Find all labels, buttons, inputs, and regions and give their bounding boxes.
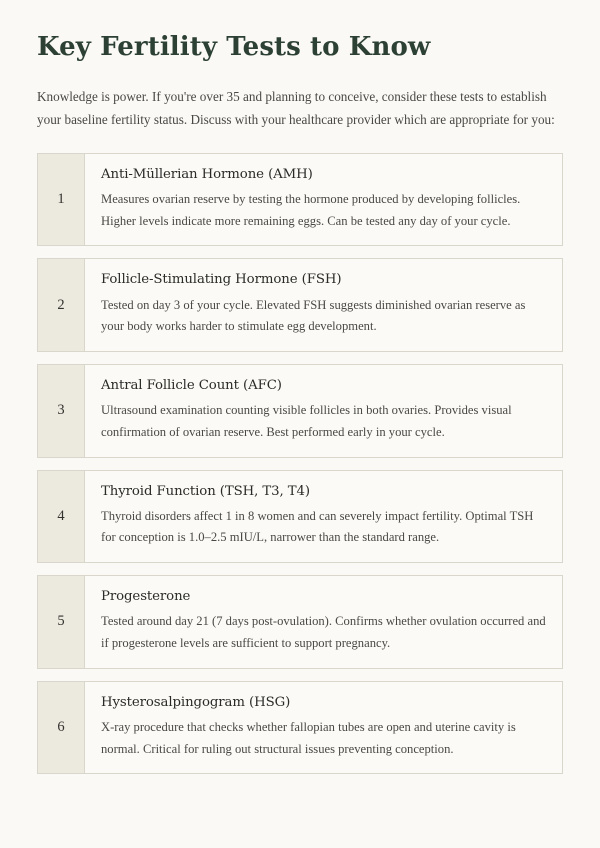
list-item <box>37 575 563 669</box>
list-item-title: Hysterosalpingogram (HSG) <box>101 694 291 710</box>
list-item <box>37 364 563 458</box>
list-item <box>37 153 563 247</box>
page-title: Key Fertility Tests to Know <box>37 32 431 62</box>
list-item-description: Tested on day 3 of your cycle. Elevated FSH suggests diminished ovarian reserve as your body works harder to stimulate egg development. <box>101 297 526 334</box>
list-item-content <box>85 154 562 246</box>
list-item-content <box>85 682 562 774</box>
list-item-content <box>85 259 562 351</box>
list-item-title: Antral Follicle Count (AFC) <box>101 377 282 393</box>
list-item-number: 3 <box>38 365 85 457</box>
list-item-content <box>85 471 562 563</box>
list-item <box>37 258 563 352</box>
list-item-description: Ultrasound examination counting visible follicles in both ovaries. Provides visual confirmation of ovarian reserve. Best performed early in your cycle. <box>101 403 512 439</box>
list-item-description: X-ray procedure that checks whether fallopian tubes are open and uterine cavity is normal. Critical for ruling out structural issues preventing conception. <box>101 719 516 756</box>
list-item-number: 4 <box>38 471 85 563</box>
list-item-title: Anti-Müllerian Hormone (AMH) <box>101 166 313 182</box>
list-item-content <box>85 365 562 457</box>
list-item <box>37 470 563 564</box>
list-item-description: Thyroid disorders affect 1 in 8 women and can severely impact fertility. Optimal TSH for conception is 1.0–2.5 mIU/L, narrower than the standard range. <box>101 508 534 545</box>
list-item-number: 6 <box>38 682 85 774</box>
fertility-test-list <box>37 153 563 775</box>
list-item-number: 2 <box>38 259 85 351</box>
list-item-description: Measures ovarian reserve by testing the hormone produced by developing follicles. Higher levels indicate more remaining eggs. Can be tested any day of your cycle. <box>101 192 521 228</box>
list-item-number: 5 <box>38 576 85 668</box>
list-item-description: Tested around day 21 (7 days post-ovulation). Confirms whether ovulation occurred and if progesterone levels are sufficient to support pregnancy. <box>101 614 546 651</box>
list-item <box>37 681 563 775</box>
list-item-title: Thyroid Function (TSH, T3, T4) <box>101 483 311 499</box>
intro-paragraph: Knowledge is power. If you're over 35 and planning to conceive, consider these tests to establish your baseline fertility status. Discuss with your healthcare provider which are appropriate for you: <box>37 88 555 128</box>
list-item-number: 1 <box>38 154 85 246</box>
list-item-content <box>85 576 562 668</box>
list-item-title: Follicle-Stimulating Hormone (FSH) <box>101 272 342 288</box>
list-item-title: Progesterone <box>101 589 191 605</box>
